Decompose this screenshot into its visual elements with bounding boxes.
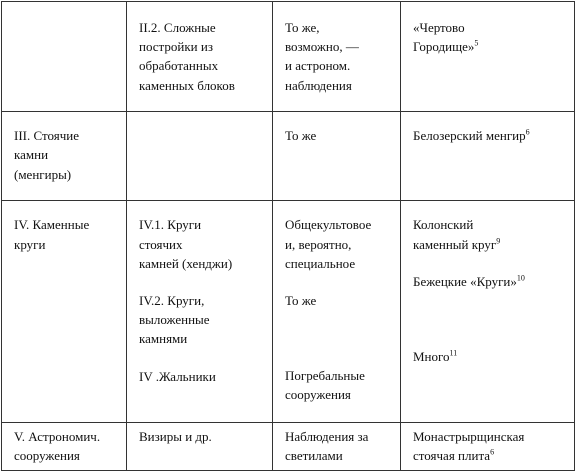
cell-text — [401, 2, 574, 56]
table-cell — [273, 422, 401, 470]
table-cell — [401, 422, 575, 470]
table-row — [2, 422, 575, 470]
spacer — [127, 349, 272, 367]
cell-example-2 — [401, 272, 574, 291]
footnote-ref: 6 — [525, 127, 530, 137]
cell-purpose-1: Общекультовое и, вероятно, специальное — [285, 217, 372, 271]
table-cell — [2, 422, 127, 470]
table-cell — [401, 2, 575, 112]
cell-text: V. Астрономич. сооружения — [14, 428, 101, 464]
table-cell — [273, 112, 401, 201]
cell-text-main: Бежецкие «Круги» — [413, 273, 517, 289]
table-row — [2, 2, 575, 112]
cell-example-3 — [401, 347, 574, 366]
cell-purpose-2: То же — [285, 293, 317, 309]
cell-text-main: Колонский каменный круг — [413, 217, 497, 252]
table-row — [2, 112, 575, 201]
footnote-ref: 10 — [516, 273, 525, 283]
cell-subtype-2: IV.2. Круги, выложенные камнями — [139, 293, 210, 347]
table-cell — [401, 201, 575, 422]
table-cell — [127, 422, 273, 470]
table-cell — [127, 201, 273, 422]
footnote-ref: 6 — [490, 447, 495, 457]
cell-text — [2, 2, 126, 18]
cell-text — [127, 112, 272, 126]
cell-text: Визиры и др. — [139, 428, 212, 444]
table-row — [2, 201, 575, 422]
cell-purpose-3: Погребальные сооружения — [285, 368, 365, 403]
cell-text-main: Белозерский менгир — [413, 128, 526, 144]
spacer — [127, 273, 272, 291]
spacer — [273, 273, 400, 291]
cell-text: II.2. Сложные постройки из обработанных каменных блоков — [139, 20, 235, 93]
cell-text: То же, возможно, — и астроном. наблюдения — [285, 20, 359, 93]
footnote-ref: 11 — [449, 348, 458, 358]
classification-table — [1, 1, 575, 471]
table-cell — [273, 201, 401, 422]
cell-text: IV. Каменные круги — [14, 217, 90, 252]
footnote-ref: 5 — [474, 38, 479, 48]
spacer — [273, 310, 400, 366]
cell-text-main: «Чертово Городище» — [413, 20, 475, 55]
cell-text-main: Монастрырщинская стоячая плита — [413, 428, 525, 464]
cell-text: Наблюдения за светилами — [285, 428, 369, 464]
cell-text-main: Много — [413, 349, 450, 365]
cell-text: III. Стоячие камни (менгиры) — [14, 128, 79, 182]
cell-example-1 — [401, 201, 574, 253]
cell-text: То же — [285, 128, 317, 144]
table-cell — [2, 201, 127, 422]
cell-subtype-1: IV.1. Круги стоячих камней (хенджи) — [139, 217, 233, 271]
table-cell — [273, 2, 401, 112]
table-cell — [2, 2, 127, 112]
table-cell — [2, 112, 127, 201]
footnote-ref: 9 — [496, 236, 501, 246]
spacer — [401, 291, 574, 347]
table-cell — [127, 112, 273, 201]
spacer — [401, 254, 574, 272]
table-cell — [401, 112, 575, 201]
cell-text — [401, 112, 574, 145]
cell-subtype-3: IV .Жальники — [139, 368, 216, 384]
table-cell — [127, 2, 273, 112]
cell-text — [401, 423, 574, 465]
